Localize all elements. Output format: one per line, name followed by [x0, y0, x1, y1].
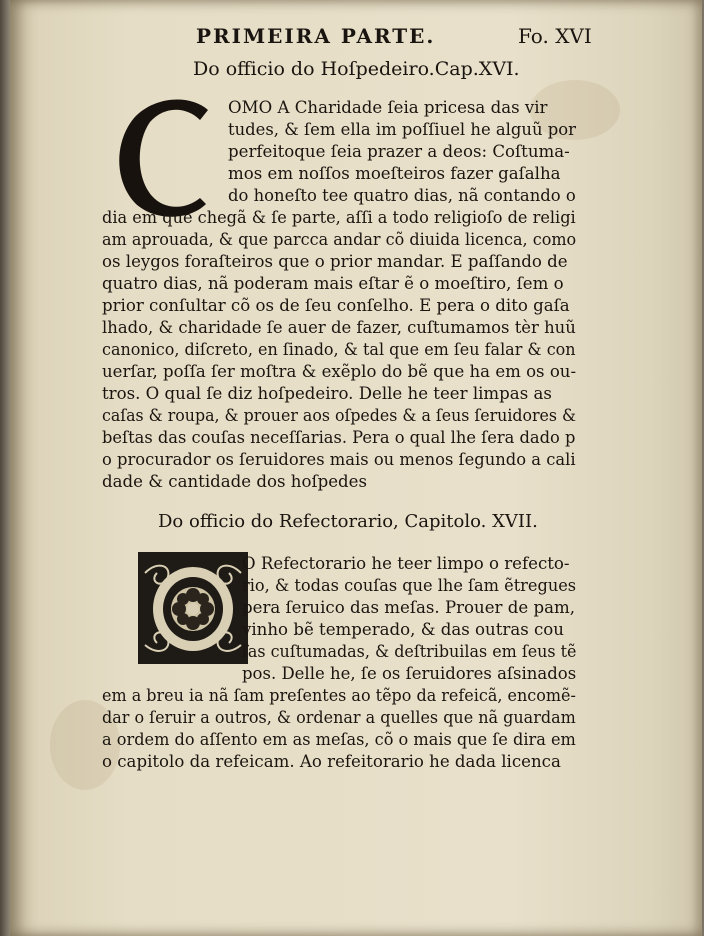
text-line: lhado, & charidade ſe auer de fazer, cuſtumamos tèr huũ	[102, 318, 576, 337]
text-line: o procurador os ſeruidores mais ou menos ſegundo a cali	[102, 450, 576, 469]
text-line: prior conſultar cõ os de ſeu conſelho. E pera o dito gaſa	[102, 296, 570, 315]
text-line: perfeitoque ſeia prazer a deos: Coſtuma-	[228, 142, 570, 161]
text-line: dar o ſeruir a outros, & ordenar a quelles que nã guardam	[102, 708, 576, 727]
book-page	[10, 0, 702, 936]
text-line: uerſar, poſſa ſer moſtra & exẽplo do bẽ que ha em os ou-	[102, 362, 577, 381]
page-header	[10, 24, 702, 52]
text-line: do honeſto tee quatro dias, nã contando o	[228, 186, 576, 205]
text-line: os leygos foraſteiros que o prior mandar. E paſſando de	[102, 252, 568, 271]
text-line: quatro dias, nã poderam mais eſtar ẽ o moeſtiro, ſem o	[102, 274, 564, 293]
running-head: PRIMEIRA PARTE.	[196, 24, 436, 48]
text-line: vinho bẽ temperado, & das outras cou	[242, 620, 564, 639]
chapter-17-title: Do officio do Refectorario, Capitolo. XVII.	[158, 511, 538, 532]
drop-cap-c-icon	[106, 92, 226, 222]
text-line: OMO A Charidade ſeia pricesa das vir	[228, 98, 548, 117]
text-line: O Refectorario he teer limpo o refecto-	[242, 554, 570, 573]
text-line: em a breu ia nã ſam preſentes ao tẽpo da refeicã, encomẽ-	[102, 686, 576, 705]
text-line: ſas cuſtumadas, & deſtribuilas em ſeus tẽ	[242, 642, 577, 661]
chapter-16-title: Do officio do Hoſpedeiro.Cap.XVI.	[193, 58, 520, 80]
text-line: dia em que chegã & ſe parte, aſſi a todo religioſo de religi	[102, 208, 576, 227]
text-line: rio, & todas couſas que lhe ſam ẽtregues	[242, 576, 577, 595]
text-line: a ordem do aſſento em as meſas, cõ o mais que ſe dira em	[102, 730, 576, 749]
text-line: o capitolo da refeicam. Ao refeitorario he dada licenca	[102, 752, 561, 771]
text-line: dade & cantidade dos hoſpedes	[102, 472, 367, 491]
ornate-initial-o-icon	[138, 552, 248, 664]
text-line: beſtas das couſas neceſſarias. Pera o qual lhe ſera dado p	[102, 428, 576, 447]
text-line: am aprouada, & que parcca andar cõ diuida licenca, como	[102, 230, 577, 249]
text-line: pera ſeruico das meſas. Prouer de pam,	[242, 598, 575, 617]
text-line: tudes, & ſem ella im poſſiuel he alguũ por	[228, 120, 577, 139]
text-line: canonico, diſcreto, en ſinado, & tal que em ſeu falar & con	[102, 340, 576, 359]
text-line: tros. O qual ſe diz hoſpedeiro. Delle he teer limpas as	[102, 384, 552, 403]
text-line: mos em noſſos moeſteiros fazer gaſalha	[228, 164, 561, 183]
text-line: caſas & roupa, & prouer aos oſpedes & a ſeus ſeruidores &	[102, 406, 577, 425]
book-gutter	[0, 0, 10, 936]
text-line: pos. Delle he, ſe os ſeruidores aſsinados	[242, 664, 577, 683]
folio-number: Fo. XVI	[518, 24, 592, 48]
